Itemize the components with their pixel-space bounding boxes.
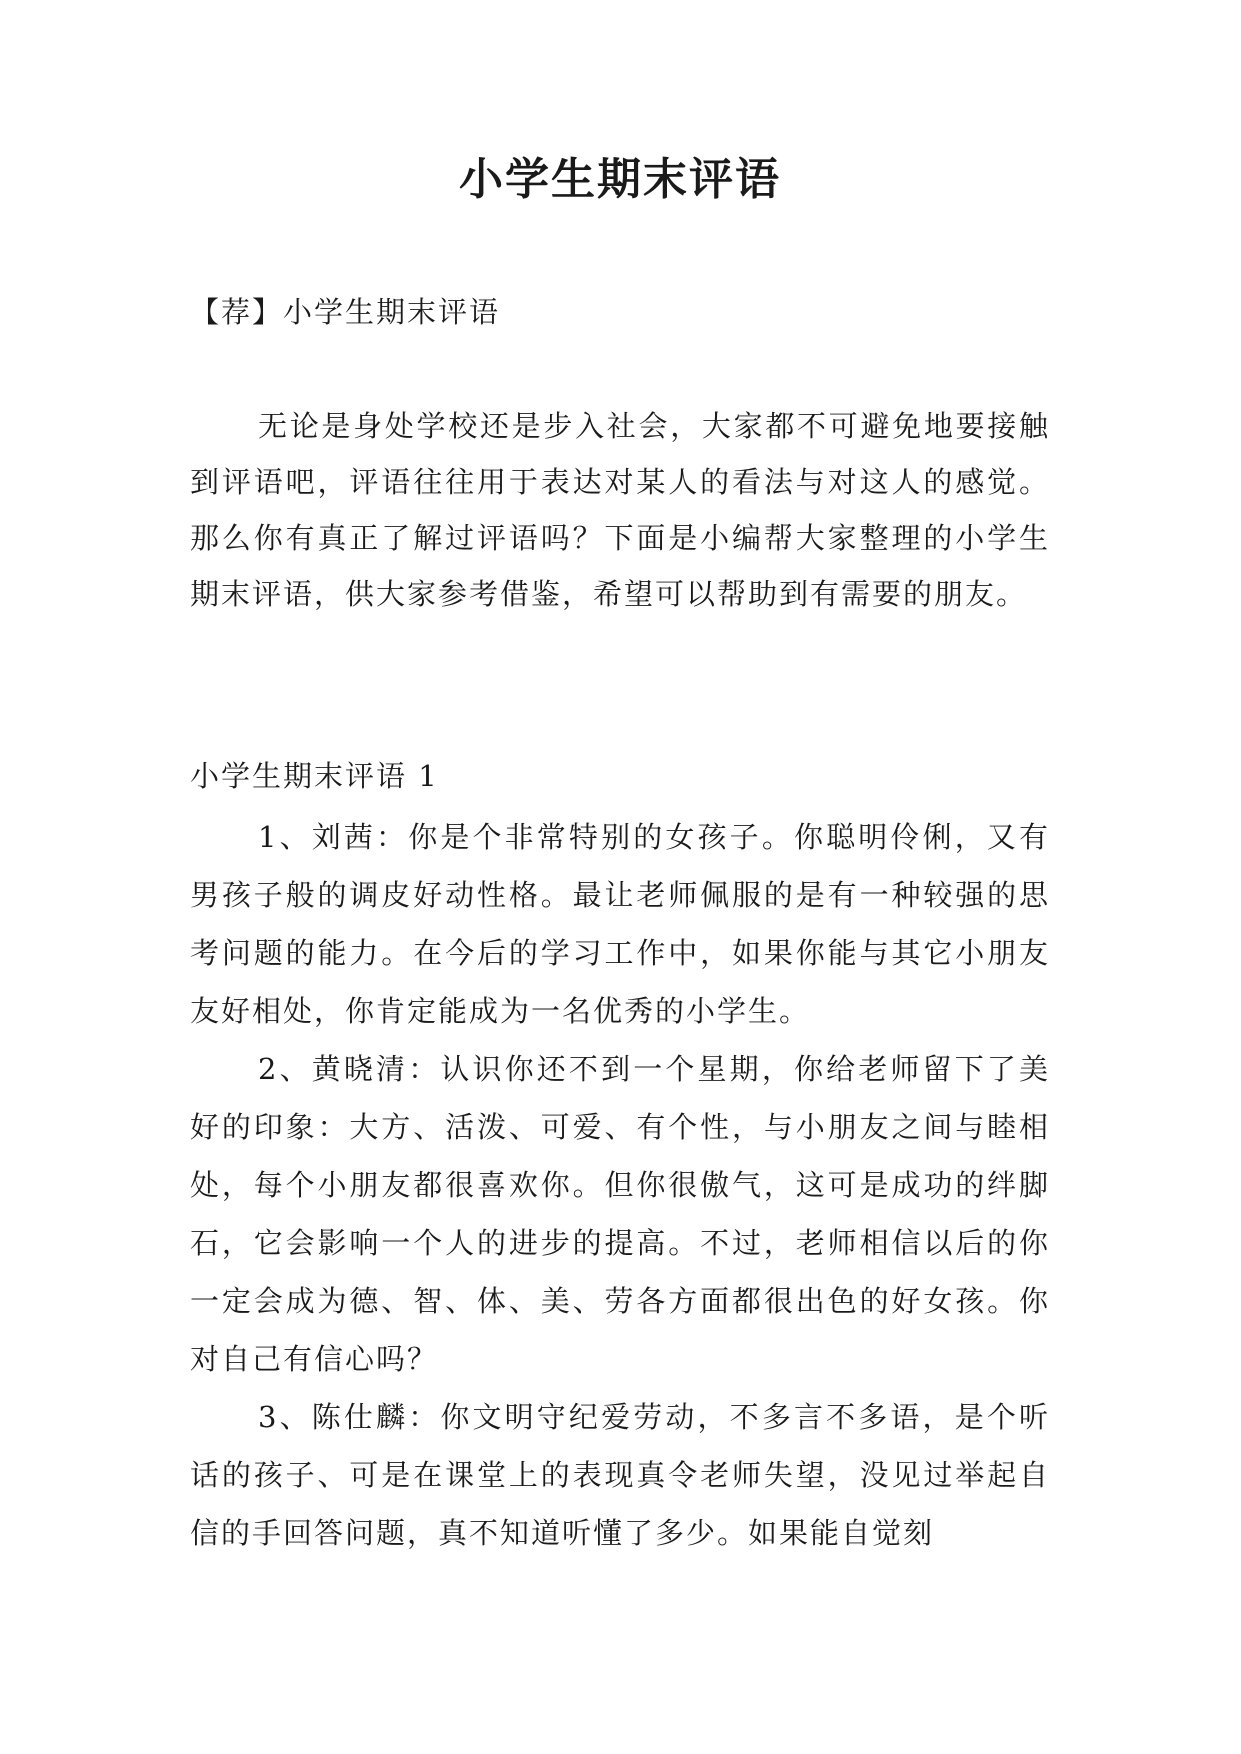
comment-paragraph: 3、陈仕麟：你文明守纪爱劳动，不多言不多语，是个听话的孩子、可是在课堂上的表现真令老师失望，没见过举起自信的手回答问题，真不知道听懂了多少。如果能自觉刻	[190, 1400, 1050, 1550]
section-heading: 小学生期末评语 1	[190, 759, 439, 793]
document-title: 小学生期末评语	[459, 154, 781, 205]
comment-list	[190, 808, 1050, 1562]
intro-paragraph: 无论是身处学校还是步入社会，大家都不可避免地要接触到评语吧，评语往往用于表达对某人的看法与对这人的感觉。那么你有真正了解过评语吗？下面是小编帮大家整理的小学生期末评语，供大家参考借鉴，希望可以帮助到有需要的朋友。	[190, 409, 1050, 611]
document-subtitle: 【荐】小学生期末评语	[190, 295, 501, 329]
comment-paragraph: 2、黄晓清：认识你还不到一个星期，你给老师留下了美好的印象：大方、活泼、可爱、有个性，与小朋友之间与睦相处，每个小朋友都很喜欢你。但你很傲气，这可是成功的绊脚石，它会影响一个人的进步的提高。不过，老师相信以后的你一定会成为德、智、体、美、劳各方面都很出色的好女孩。你对自己有信心吗？	[190, 1052, 1050, 1376]
comment-paragraph: 1、刘茜：你是个非常特别的女孩子。你聪明伶俐，又有男孩子般的调皮好动性格。最让老师佩服的是有一种较强的思考问题的能力。在今后的学习工作中，如果你能与其它小朋友友好相处，你肯定能成为一名优秀的小学生。	[190, 820, 1050, 1028]
